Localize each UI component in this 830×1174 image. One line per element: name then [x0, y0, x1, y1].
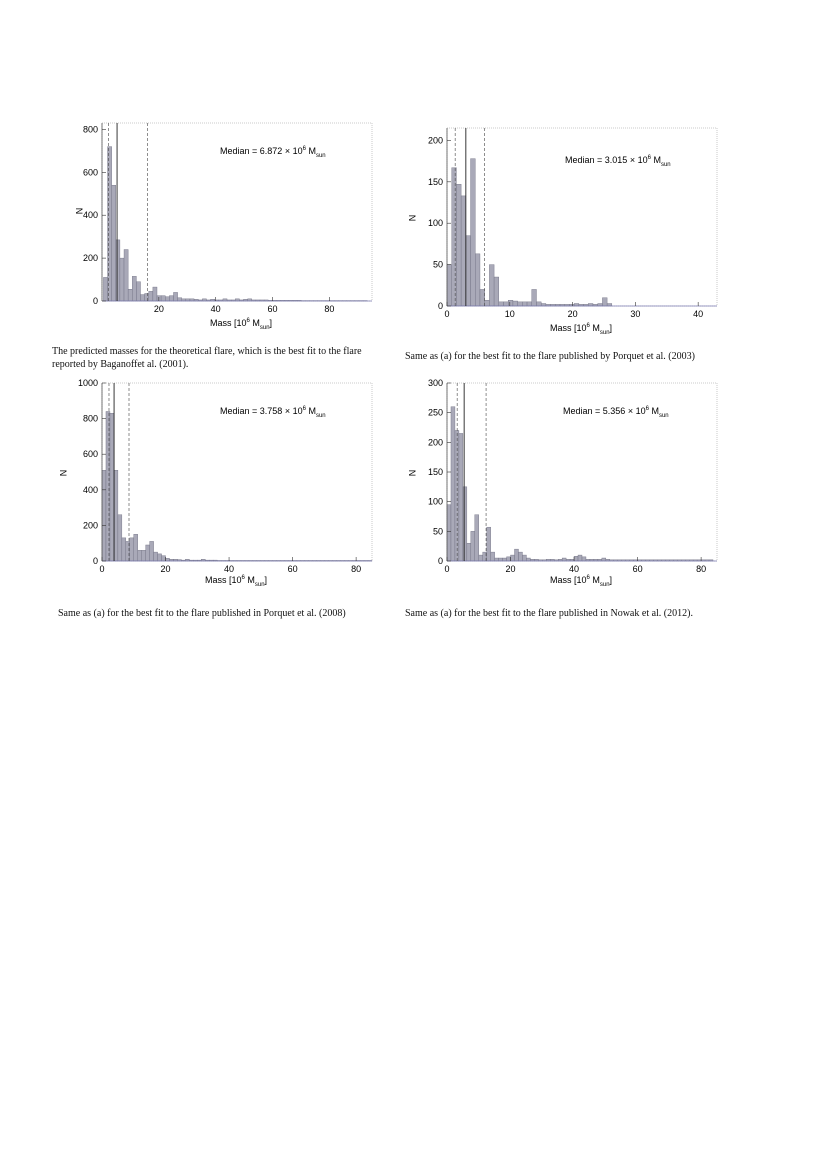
histogram-bar [122, 538, 126, 561]
y-tick-label: 200 [427, 135, 443, 146]
histogram-bar [562, 558, 566, 561]
y-axis-label-b: N [407, 214, 418, 222]
histogram-panel-b [405, 125, 725, 345]
histogram-bar [503, 558, 507, 561]
x-tick-label: 40 [693, 309, 704, 319]
y-tick-label: 0 [92, 296, 98, 306]
histogram-bar [145, 293, 149, 301]
histogram-bar [141, 295, 145, 301]
histogram-bar [162, 556, 166, 561]
x-tick-label: 20 [567, 309, 578, 319]
y-tick-label: 50 [432, 259, 443, 270]
histogram-bar [120, 258, 124, 301]
x-axis-label-a: Mass [$10^6$ $M_{sun}$] [210, 318, 273, 331]
histogram-bar [574, 556, 578, 561]
histogram-bar [456, 184, 461, 306]
histogram-bar [138, 550, 142, 561]
y-tick-label: 0 [437, 301, 443, 311]
caption-a: The predicted masses for the theoretical flare, which is the best fit to the flare reported by Baganoffet al. (2001). [52, 346, 362, 370]
histogram-bar [578, 555, 582, 561]
x-tick-label: 60 [632, 564, 643, 574]
histogram-bar [511, 555, 515, 561]
histogram-bar [467, 543, 471, 561]
x-tick-label: 0 [99, 564, 105, 574]
histogram-bar [494, 277, 499, 306]
histogram-panel-a [60, 120, 380, 340]
caption-b: Same as (a) for the best fit to the flare published by Porquet et al. (2003) [405, 351, 695, 362]
histogram-bar [103, 277, 107, 301]
x-tick-label: 20 [160, 564, 171, 574]
median-label-d: Median = $5.356 \times 10^6$ $M_{sun}$ [563, 406, 669, 419]
histogram-bar [173, 292, 177, 301]
histogram-bar [169, 296, 173, 301]
y-tick-label: 300 [427, 378, 443, 388]
histogram-bar [166, 558, 170, 561]
histogram-bar [508, 300, 513, 306]
histogram-bar [452, 168, 457, 306]
x-tick-label: 20 [153, 304, 164, 314]
histogram-bar [154, 552, 158, 561]
y-tick-label: 100 [427, 218, 443, 229]
x-tick-label: 0 [444, 564, 450, 574]
histogram-bar [480, 289, 485, 306]
caption-c: Same as (a) for the best fit to the flare published in Porquet et al. (2008) [58, 608, 346, 619]
x-tick-label: 0 [444, 309, 450, 319]
median-label-c: Median = $3.758 \times 10^6$ $M_{sun}$ [220, 406, 326, 419]
y-tick-label: 0 [92, 556, 98, 566]
histogram-bar [526, 558, 530, 561]
histogram-bar [532, 289, 537, 306]
y-tick-label: 400 [82, 484, 98, 495]
x-tick-label: 10 [504, 309, 515, 319]
x-tick-label: 40 [569, 564, 580, 574]
y-tick-label: 200 [427, 437, 443, 448]
x-tick-label: 30 [630, 309, 641, 319]
histogram-bar [112, 185, 116, 301]
histogram-bar [527, 302, 532, 306]
y-tick-label: 150 [427, 176, 443, 187]
y-tick-label: 800 [82, 124, 98, 135]
x-tick-label: 60 [267, 304, 278, 314]
x-tick-label: 80 [324, 304, 335, 314]
histogram-bar [475, 515, 479, 561]
y-tick-label: 1000 [77, 378, 98, 388]
histogram-bar [489, 265, 494, 306]
y-tick-label: 50 [432, 526, 443, 537]
median-label-a: Median = $6.872 \times 10^6$ $M_{sun}$ [220, 146, 326, 159]
histogram-bar [110, 413, 114, 561]
histogram-bar [102, 470, 106, 561]
histogram-bar [471, 159, 476, 306]
x-tick-label: 40 [210, 304, 221, 314]
histogram-bar [118, 515, 122, 561]
y-tick-label: 600 [82, 167, 98, 178]
histogram-bar [466, 236, 471, 306]
histogram-bar [536, 302, 541, 306]
histogram-bar [507, 557, 511, 561]
histogram-bar [136, 282, 140, 301]
histogram-bar [602, 298, 607, 306]
histogram-bar [134, 534, 138, 561]
x-axis-label-b: Mass [$10^6$ $M_{sun}$] [550, 323, 613, 336]
histogram-bar [158, 554, 162, 561]
histogram-bar [582, 557, 586, 561]
histogram-bar [165, 297, 169, 301]
x-axis-label-c: Mass [$10^6$ $M_{sun}$] [205, 575, 268, 588]
histogram-bar [146, 545, 150, 561]
histogram-bar [522, 302, 527, 306]
histogram-panel-d [405, 380, 725, 600]
y-tick-label: 600 [82, 449, 98, 460]
x-tick-label: 80 [351, 564, 362, 574]
y-tick-label: 150 [427, 467, 443, 477]
histogram-bar [106, 411, 110, 561]
histogram-bar [461, 196, 466, 306]
histogram-bar [475, 254, 480, 306]
histogram-bar [153, 287, 157, 301]
histogram-bar [132, 276, 136, 301]
histogram-bar [108, 147, 112, 301]
histogram-bar [124, 250, 128, 301]
histogram-bar [602, 558, 606, 561]
x-axis-label-d: Mass [$10^6$ $M_{sun}$] [550, 575, 613, 588]
histogram-bar [487, 527, 491, 561]
histogram-bar [149, 291, 153, 301]
histogram-bar [485, 300, 490, 306]
histogram-bar [447, 505, 451, 561]
x-tick-label: 20 [505, 564, 516, 574]
x-tick-label: 40 [224, 564, 235, 574]
histogram-bar [116, 240, 120, 301]
x-tick-label: 60 [287, 564, 298, 574]
histogram-bar [513, 301, 518, 306]
histogram-panel-c [60, 380, 380, 600]
histogram-bar [499, 558, 503, 561]
histogram-bar [515, 549, 519, 561]
histogram-bar [130, 538, 134, 561]
y-tick-label: 400 [82, 210, 98, 221]
caption-d: Same as (a) for the best fit to the flare published in Nowak et al. (2012). [405, 608, 693, 619]
y-axis-label-d: N [407, 469, 418, 477]
histogram-bar [471, 531, 475, 561]
histogram-bar [178, 298, 182, 301]
y-tick-label: 250 [427, 407, 443, 418]
y-tick-label: 200 [82, 520, 98, 531]
y-tick-label: 200 [82, 253, 98, 264]
y-tick-label: 800 [82, 413, 98, 424]
y-axis-label-c: N [58, 469, 69, 477]
histogram-bar [161, 296, 165, 301]
histogram-bar [522, 555, 526, 561]
histogram-bar [479, 555, 483, 561]
x-tick-label: 80 [696, 564, 707, 574]
histogram-bar [504, 302, 509, 306]
histogram-bar [518, 302, 523, 306]
histogram-bar [499, 302, 504, 306]
histogram-bar [495, 558, 499, 561]
histogram-bar [142, 550, 146, 561]
histogram-bar [451, 407, 455, 561]
y-tick-label: 100 [427, 496, 443, 507]
histogram-bar [447, 265, 452, 306]
y-tick-label: 0 [437, 556, 443, 566]
histogram-bar [128, 289, 132, 301]
histogram-bar [463, 487, 467, 561]
histogram-bar [459, 433, 463, 561]
histogram-bar [491, 552, 495, 561]
histogram-bar [150, 541, 154, 561]
histogram-bar [518, 552, 522, 561]
median-label-b: Median = $3.015 \times 10^6$ $M_{sun}$ [565, 155, 671, 168]
y-axis-label-a: N [74, 207, 85, 215]
